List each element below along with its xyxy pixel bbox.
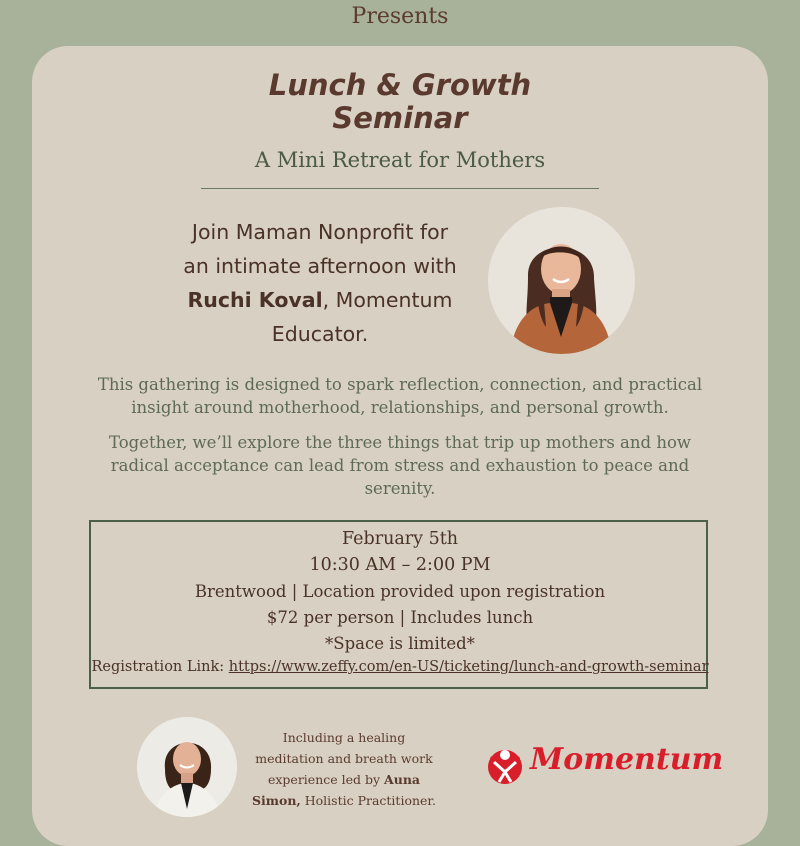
description-p1-line2: insight around motherhood, relationships, and personal growth.	[131, 398, 669, 417]
practitioner-photo	[137, 717, 237, 817]
registration-row	[0, 659, 800, 675]
presents-heading: Presents	[351, 4, 449, 29]
momentum-logo-text: Momentum	[530, 742, 724, 777]
description-p1-line1: This gathering is designed to spark reflection, connection, and practical	[97, 375, 703, 394]
practitioner-title: Holistic Practitioner.	[300, 793, 437, 808]
footer-line4	[248, 790, 440, 811]
speaker-name: Ruchi Koval	[187, 288, 323, 312]
event-title-line1: Lunch & Growth	[268, 68, 532, 102]
footer-line2: meditation and breath work	[255, 751, 433, 766]
description-paragraph-1	[90, 373, 710, 419]
speaker-photo-illustration	[488, 207, 635, 354]
intro-line2: an intimate afternoon with	[183, 254, 457, 278]
event-subtitle: A Mini Retreat for Mothers	[254, 148, 546, 172]
intro-line4: Educator.	[271, 322, 369, 346]
practitioner-last-name: Simon,	[251, 793, 301, 808]
practitioner-description	[248, 727, 440, 811]
momentum-logo-icon	[484, 744, 526, 786]
speaker-photo	[488, 207, 635, 354]
description-paragraph-2	[90, 431, 710, 500]
footer-line3	[248, 769, 440, 790]
description-p2-line1: Together, we’ll explore the three things that trip up mothers and how	[108, 433, 692, 452]
registration-label: Registration Link:	[91, 659, 229, 675]
event-title-line2: Seminar	[332, 101, 468, 135]
event-date: February 5th	[341, 529, 459, 549]
event-location: Brentwood | Location provided upon registration	[194, 582, 606, 601]
space-limited-note: *Space is limited*	[325, 634, 475, 653]
description-p2-line3: serenity.	[364, 479, 436, 498]
divider	[201, 188, 599, 189]
footer-line1: Including a healing	[282, 730, 406, 745]
practitioner-photo-illustration	[137, 717, 237, 817]
event-price: $72 per person | Includes lunch	[266, 608, 534, 627]
registration-link[interactable]: https://www.zeffy.com/en-US/ticketing/lunch-and-growth-seminar	[228, 659, 709, 675]
practitioner-first-name: Auna	[384, 772, 421, 787]
momentum-logo	[484, 740, 724, 788]
event-time: 10:30 AM – 2:00 PM	[309, 555, 491, 575]
description-p2-line2: radical acceptance can lead from stress and exhaustion to peace and	[110, 456, 690, 475]
intro-line1: Join Maman Nonprofit for	[191, 220, 449, 244]
speaker-suffix: , Momentum	[322, 288, 453, 312]
intro-text	[160, 215, 480, 351]
intro-line3	[160, 283, 480, 317]
footer-line3-text: experience led by	[267, 772, 385, 787]
